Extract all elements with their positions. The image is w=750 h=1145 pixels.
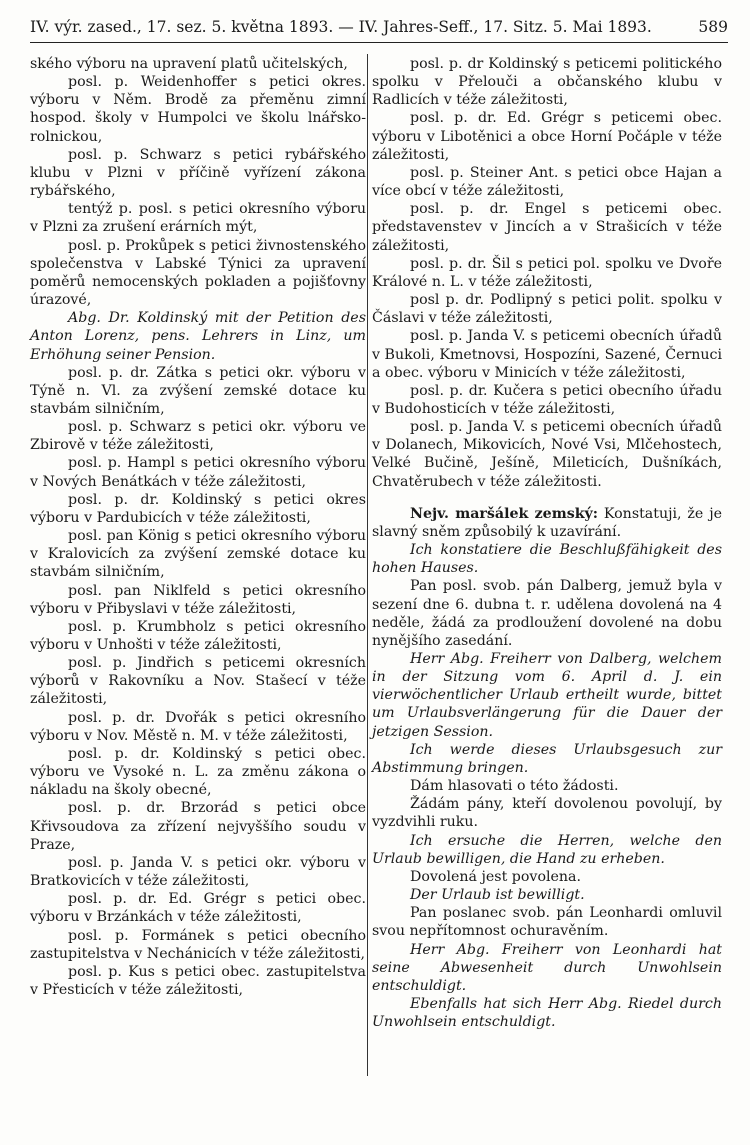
paragraph: ského výboru na upravení platů učitelských, — [30, 56, 348, 72]
paragraph: posl. p. Schwarz s petici okr. výboru ve Zbirově v téže záležitosti, — [30, 419, 366, 454]
paragraph: posl. pan König s petici okresního výboru v Kralovicích za zvýšení zemské dotace ku stavbám silničním, — [30, 528, 366, 581]
right-column — [372, 55, 722, 1031]
left-column — [30, 55, 366, 999]
paragraph: posl. p. dr. Koldinský s petici okres výboru v Pardubicích v téže záležitosti, — [30, 491, 366, 526]
paragraph: posl. p. Prokůpek s petici živnostenského společenstva v Labské Týnici za upravení poměrů nemocenských pokladen a pojišťovny úrazové, — [30, 237, 366, 309]
paragraph: posl. p. Formánek s petici obecního zastupitelstva v Nechánicích v téže záležitosti, — [30, 927, 366, 962]
paragraph: tentýž p. posl. s petici okresního výboru v Plzni za zrušení erárních mýt, — [30, 201, 366, 236]
paragraph: Žádám pány, kteří dovolenou povolují, by vyzdvihli ruku. — [372, 796, 722, 831]
paragraph: posl. pan Niklfeld s petici okresního výboru v Přibyslavi v téže záležitosti, — [30, 582, 366, 617]
paragraph: posl. p. Janda V. s peticemi obecních úřadů v Dolanech, Mikovicích, Nové Vsi, Mlčehostech, Velké Bučině, Ješíně, Mileticích, Dušníkách, Chvatěrubech v téže záležitosti. — [372, 419, 722, 490]
speaker-name: Nejv. maršálek zemský: — [410, 505, 599, 522]
paragraph: posl. p. dr Koldinský s peticemi politického spolku v Přelouči a občanského klubu v Radlicích v téže záležitosti, — [372, 56, 722, 109]
paragraph: posl. p. dr. Zátka s petici okr. výboru v Týně n. Vl. za zvýšení zemské dotace ku stavbám silničním, — [30, 364, 366, 417]
paragraph: posl. p. dr. Dvořák s petici okresního výboru v Nov. Městě n. M. v téže záležitosti, — [30, 709, 366, 744]
paragraph: posl. p. dr. Šil s petici pol. spolku ve Dvoře Králové n. L. v téže záležitosti, — [372, 255, 722, 290]
paragraph: posl. p. dr. Brzorád s petici obce Křivsoudova za zřízení nejvyššího soudu v Praze, — [30, 800, 366, 853]
paragraph: Herr Abg. Freiherr von Leonhardi hat seine Abwesenheit durch Unwohlsein entschuldigt. — [372, 941, 722, 994]
paragraph: posl. p. dr. Ed. Grégr s petici obec. výboru v Brzánkách v téže záležitosti, — [30, 891, 366, 926]
page-header — [30, 18, 728, 43]
paragraph: Ebenfalls hat sich Herr Abg. Riedel durch Unwohlsein entschuldigt. — [372, 995, 722, 1031]
paragraph: posl. p. Hampl s petici okresního výboru v Nových Benátkách v téže záležitosti, — [30, 455, 366, 490]
paragraph: Dám hlasovati o této žádosti. — [410, 778, 619, 795]
paragraph: Ich werde dieses Urlaubsgesuch zur Abstimmung bringen. — [372, 741, 722, 776]
paragraph: posl. p. Weidenhoffer s petici okres. výboru v Něm. Brodě za přeměnu zimní hospod. školy v Humpolci ve školu lnářsko-rolnickou, — [30, 74, 366, 145]
paragraph: posl. p. Janda V. s peticemi obecních úřadů v Bukoli, Kmetnovsi, Hospozíni, Sazené, Černuci a obec. výboru v Minicích v téže záležitosti, — [372, 328, 722, 381]
paragraph: Pan posl. svob. pán Dalberg, jemuž byla v sezení dne 6. dubna t. r. udělena dovolená na 4 neděle, žádá za prodloužení dovolené na dobu nynějšího zasedání. — [372, 578, 722, 649]
paragraph: Herr Abg. Freiherr von Dalberg, welchem in der Sitzung vom 6. April d. J. ein vierwöchentlicher Urlaub ertheilt wurde, bittet um Urlaubsverlängerung für die Dauer der jetzigen Session. — [372, 651, 722, 740]
paragraph: Pan poslanec svob. pán Leonhardi omluvil svou nepřítomnost ochuravěním. — [372, 905, 722, 940]
paragraph: Ich konstatiere die Beschlußfähigkeit des hohen Hauses. — [372, 542, 722, 577]
paragraph: posl. p. Schwarz s petici rybářského klubu v Plzni v příčině vyřízení zákona rybářského, — [30, 146, 366, 200]
paragraph: Ich ersuche die Herren, welche den Urlaub bewilligen, die Hand zu erheben. — [372, 832, 722, 867]
paragraph: Abg. Dr. Koldinský mit der Petition des Anton Lorenz, pens. Lehrers in Linz, um Erhöhung seiner Pension. — [30, 310, 366, 363]
paragraph: Dovolená jest povolena. — [410, 868, 582, 885]
paragraph-gap — [372, 491, 722, 505]
paragraph: posl. p. dr. Kučera s petici obecního úřadu v Budohosticích v téže záležitosti, — [372, 382, 722, 417]
paragraph: posl. p. Steiner Ant. s petici obce Hajan a více obcí v téže záležitosti, — [372, 164, 722, 200]
paragraph: posl. p. dr. Engel s peticemi obec. představenstev v Jincích a v Strašicích v téže záležitosti, — [372, 201, 722, 254]
paragraph: posl p. dr. Podlipný s petici polit. spolku v Čáslavi v téže záležitosti, — [372, 292, 722, 327]
paragraph: Der Urlaub ist bewilligt. — [410, 887, 585, 904]
paragraph: posl. p. Jindřich s peticemi okresních výborů v Rakovníku a Nov. Stašecí v téže záležitosti, — [30, 655, 366, 708]
paragraph: posl. p. Janda V. s petici okr. výboru v Bratkovicích v téže záležitosti, — [30, 854, 366, 890]
paragraph: posl. p. dr. Koldinský s petici obec. výboru ve Vysoké n. L. za změnu zákona o nákladu na školy obecné, — [30, 745, 366, 799]
page-number: 589 — [698, 18, 728, 36]
paragraph: posl. p. Kus s petici obec. zastupitelstva v Přesticích v téže záležitosti, — [30, 963, 366, 998]
column-divider — [367, 54, 368, 1076]
paragraph: Nejv. maršálek zemský: Konstatuji, že je slavný sněm způsobilý k uzavírání. — [372, 505, 722, 540]
paragraph: posl. p. Krumbholz s petici okresního výboru v Unhošti v téže záležitosti, — [30, 618, 366, 653]
paragraph: posl. p. dr. Ed. Grégr s peticemi obec. výboru v Libotěnici a obce Horní Počáple v téže záležitosti, — [372, 110, 722, 163]
running-head: IV. výr. zased., 17. sez. 5. května 1893. — IV. Jahres-Seff., 17. Sitz. 5. Mai 1893. — [30, 18, 652, 36]
